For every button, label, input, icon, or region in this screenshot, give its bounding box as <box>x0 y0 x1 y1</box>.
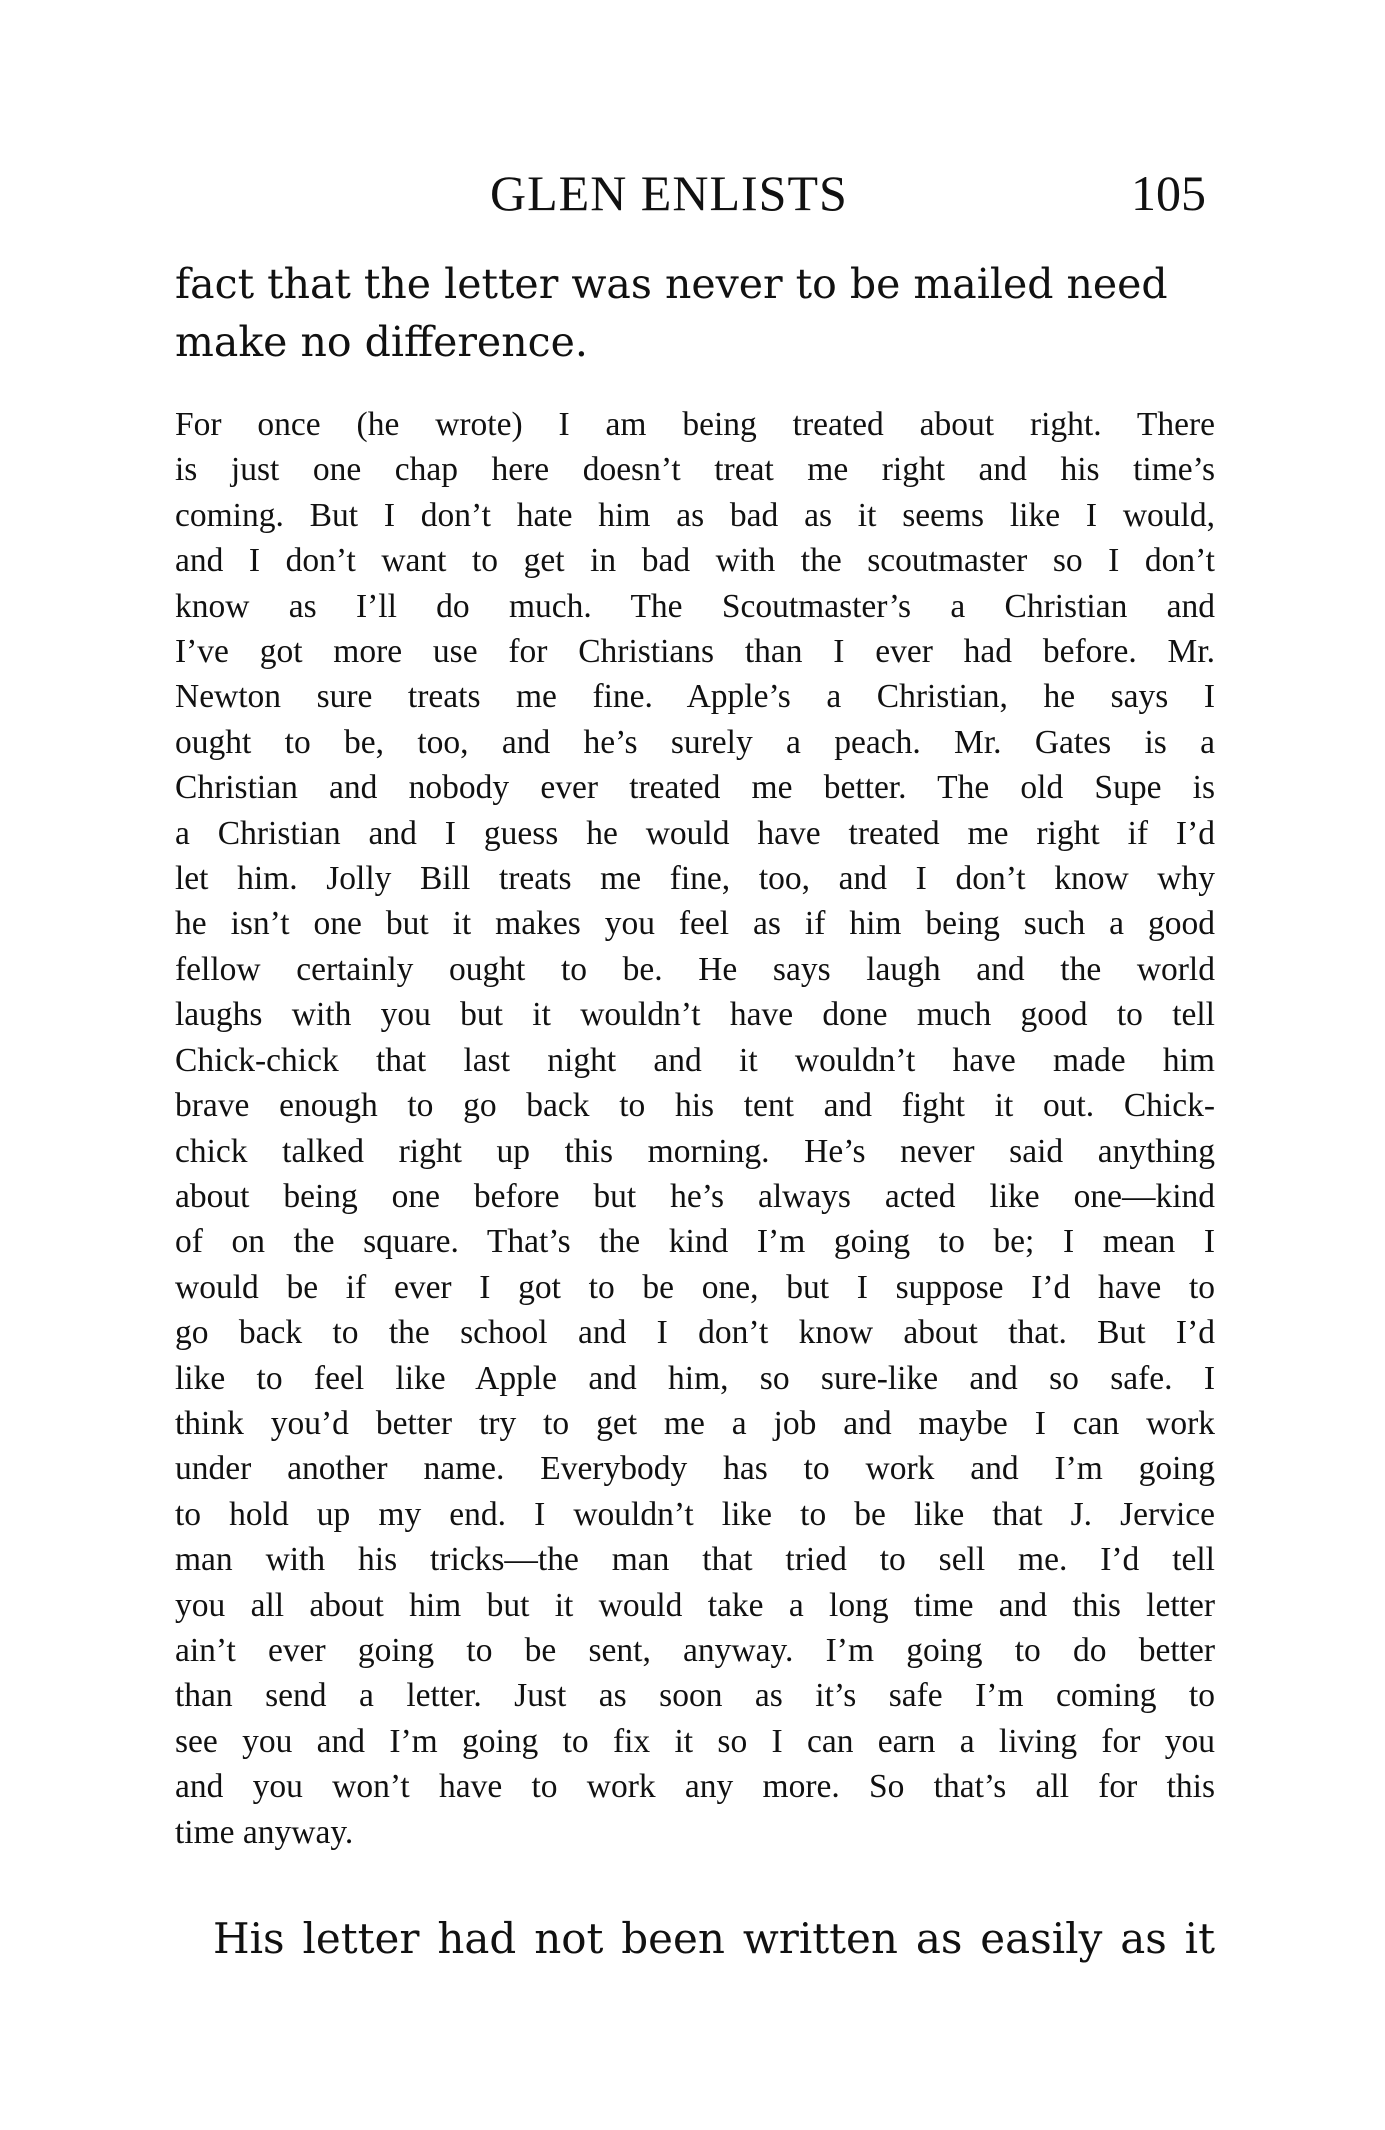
letter-line: I’ve got more use for Christians than I ever had before. Mr. <box>175 633 1215 671</box>
letter-line: know as I’ll do much. The Scoutmaster’s a Christian and <box>175 587 1215 625</box>
running-head <box>490 163 1206 223</box>
letter-line: would be if ever I got to be one, but I suppose I’d have to <box>175 1268 1215 1306</box>
letter-text <box>175 402 1215 1855</box>
letter-line: Christian and nobody ever treated me better. The old Supe is <box>175 769 1215 807</box>
letter-line: chick talked right up this morning. He’s never said anything <box>175 1132 1215 1170</box>
letter-line: ain’t ever going to be sent, anyway. I’m going to do better <box>175 1631 1215 1669</box>
letter-line: For once (he wrote) I am being treated about right. There <box>175 406 1215 443</box>
letter-line: Chick-chick that last night and it wouldn’t have made him <box>175 1041 1215 1079</box>
letter-line: fellow certainly ought to be. He says laugh and the world <box>175 950 1215 988</box>
letter-line: you all about him but it would take a long time and this letter <box>175 1586 1215 1624</box>
closing-paragraph: His letter had not been written as easily as it <box>213 1914 1215 1963</box>
letter-line: to hold up my end. I wouldn’t like to be like that J. Jervice <box>175 1495 1215 1533</box>
letter-line: Newton sure treats me fine. Apple’s a Christian, he says I <box>175 678 1215 716</box>
letter-line: ought to be, too, and he’s surely a peach. Mr. Gates is a <box>175 723 1215 761</box>
letter-line: a Christian and I guess he would have treated me right if I’d <box>175 814 1215 852</box>
letter-line: and I don’t want to get in bad with the scoutmaster so I don’t <box>175 542 1215 580</box>
letter-line: and you won’t have to work any more. So that’s all for this <box>175 1768 1215 1806</box>
page-number: 105 <box>1131 165 1206 221</box>
letter-line: see you and I’m going to fix it so I can earn a living for you <box>175 1722 1215 1760</box>
letter-line: let him. Jolly Bill treats me fine, too, and I don’t know why <box>175 860 1215 898</box>
letter-line: like to feel like Apple and him, so sure-like and so safe. I <box>175 1359 1215 1397</box>
letter-line: about being one before but he’s always acted like one—kind <box>175 1177 1215 1215</box>
letter-line: man with his tricks—the man that tried to sell me. I’d tell <box>175 1541 1215 1579</box>
opening-line: fact that the letter was never to be mailed need <box>175 260 1168 308</box>
letter-line: he isn’t one but it makes you feel as if him being such a good <box>175 905 1215 943</box>
letter-line: of on the square. That’s the kind I’m going to be; I mean I <box>175 1223 1215 1261</box>
opening-line: make no difference. <box>175 318 588 366</box>
letter-line: is just one chap here doesn’t treat me right and his time’s <box>175 451 1215 489</box>
letter-line: coming. But I don’t hate him as bad as it seems like I would, <box>175 496 1215 534</box>
letter-line: brave enough to go back to his tent and fight it out. Chick- <box>175 1087 1215 1125</box>
letter-line: than send a letter. Just as soon as it’s safe I’m coming to <box>175 1677 1215 1715</box>
letter-line: laughs with you but it wouldn’t have done much good to tell <box>175 996 1215 1034</box>
letter-line: time anyway. <box>175 1813 354 1851</box>
letter-line: under another name. Everybody has to work and I’m going <box>175 1450 1215 1488</box>
chapter-title: GLEN ENLISTS <box>490 165 848 221</box>
letter-line: go back to the school and I don’t know about that. But I’d <box>175 1314 1215 1352</box>
letter-line: think you’d better try to get me a job and maybe I can work <box>175 1404 1215 1442</box>
opening-paragraph <box>175 255 1215 371</box>
